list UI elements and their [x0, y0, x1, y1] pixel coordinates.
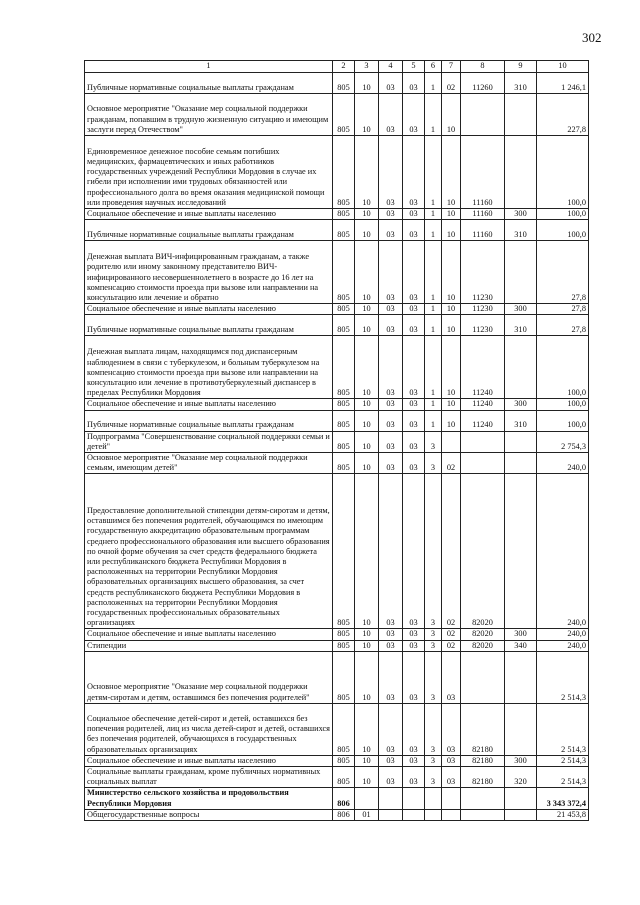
subsection-code: 03: [379, 474, 403, 629]
activity-code: 10: [442, 94, 461, 136]
subprogram-code: 1: [425, 304, 442, 315]
direction-code: 82180: [461, 755, 505, 766]
amount: 27,8: [537, 304, 589, 315]
row-name: Социальное обеспечение и иные выплаты населению: [85, 304, 333, 315]
program-code: 03: [403, 315, 425, 336]
direction-code: 11160: [461, 220, 505, 241]
row-name: Публичные нормативные социальные выплаты гражданам: [85, 410, 333, 431]
activity-code: [442, 788, 461, 809]
amount: 100,0: [537, 399, 589, 410]
section-code: 10: [355, 209, 379, 220]
amount: 240,0: [537, 474, 589, 629]
expense-type-code: 310: [505, 220, 537, 241]
ministry-code: 805: [333, 315, 355, 336]
subsection-code: 03: [379, 767, 403, 788]
header-row: [85, 61, 589, 73]
row-name: Публичные нормативные социальные выплаты гражданам: [85, 315, 333, 336]
expense-type-code: 310: [505, 315, 537, 336]
ministry-code: 805: [333, 220, 355, 241]
subprogram-code: 3: [425, 629, 442, 640]
activity-code: [442, 809, 461, 820]
direction-code: 11240: [461, 410, 505, 431]
subsection-code: 03: [379, 651, 403, 703]
row-name: Единовременное денежное пособие семьям погибших медицинских, фармацевтических и иных работников государственных учреждений Республики Мордовия в случае их гибели при исполнении ими трудовых обязанностей или профессионального долга во время оказания медицинской помощи или проведения научных исследований: [85, 136, 333, 209]
column-header: 7: [442, 61, 461, 73]
row-name: Социальное обеспечение детей-сирот и детей, оставшихся без попечения родителей, лиц из числа детей-сирот и детей, оставшихся без попечения родителей, обучающихся в государственных образовательных организациях: [85, 703, 333, 755]
amount: 240,0: [537, 629, 589, 640]
subprogram-code: 3: [425, 640, 442, 651]
activity-code: 10: [442, 136, 461, 209]
column-header: 10: [537, 61, 589, 73]
direction-code: 11230: [461, 315, 505, 336]
amount: 1 246,1: [537, 73, 589, 94]
direction-code: 82180: [461, 703, 505, 755]
column-header: 2: [333, 61, 355, 73]
activity-code: 03: [442, 755, 461, 766]
subprogram-code: 3: [425, 474, 442, 629]
section-code: 10: [355, 767, 379, 788]
amount: 2 754,3: [537, 431, 589, 452]
amount: 227,8: [537, 94, 589, 136]
activity-code: 10: [442, 336, 461, 399]
activity-code: 10: [442, 399, 461, 410]
section-code: 10: [355, 651, 379, 703]
direction-code: 11240: [461, 336, 505, 399]
subsection-code: 03: [379, 136, 403, 209]
table-row: [85, 304, 589, 315]
expense-type-code: [505, 651, 537, 703]
expense-type-code: [505, 788, 537, 809]
amount: 2 514,3: [537, 755, 589, 766]
direction-code: [461, 94, 505, 136]
amount: 100,0: [537, 209, 589, 220]
subprogram-code: 3: [425, 767, 442, 788]
row-name: Социальное обеспечение и иные выплаты населению: [85, 399, 333, 410]
direction-code: 82020: [461, 474, 505, 629]
subprogram-code: 1: [425, 336, 442, 399]
section-code: 10: [355, 336, 379, 399]
ministry-code: 805: [333, 94, 355, 136]
section-code: 10: [355, 474, 379, 629]
table-row: [85, 410, 589, 431]
table-row: [85, 629, 589, 640]
expense-type-code: 300: [505, 399, 537, 410]
amount: 3 343 372,4: [537, 788, 589, 809]
section-code: 10: [355, 629, 379, 640]
program-code: 03: [403, 399, 425, 410]
subsection-code: 03: [379, 94, 403, 136]
row-name: Публичные нормативные социальные выплаты гражданам: [85, 220, 333, 241]
program-code: 03: [403, 703, 425, 755]
amount: 100,0: [537, 136, 589, 209]
activity-code: 03: [442, 703, 461, 755]
subsection-code: 03: [379, 410, 403, 431]
section-code: 10: [355, 136, 379, 209]
ministry-code: 805: [333, 73, 355, 94]
ministry-code: 805: [333, 474, 355, 629]
expense-type-code: 300: [505, 755, 537, 766]
subprogram-code: 1: [425, 410, 442, 431]
program-code: 03: [403, 209, 425, 220]
subprogram-code: 3: [425, 755, 442, 766]
section-code: 10: [355, 304, 379, 315]
subsection-code: 03: [379, 220, 403, 241]
direction-code: 82020: [461, 629, 505, 640]
row-name: Социальные выплаты гражданам, кроме публичных нормативных социальных выплат: [85, 767, 333, 788]
subsection-code: [379, 809, 403, 820]
subsection-code: 03: [379, 629, 403, 640]
table-row: [85, 336, 589, 399]
table-row: [85, 651, 589, 703]
subsection-code: 03: [379, 336, 403, 399]
column-header: 5: [403, 61, 425, 73]
program-code: [403, 809, 425, 820]
direction-code: 11240: [461, 399, 505, 410]
section-code: 10: [355, 220, 379, 241]
table-row: [85, 767, 589, 788]
activity-code: [442, 431, 461, 452]
program-code: 03: [403, 136, 425, 209]
subsection-code: 03: [379, 755, 403, 766]
activity-code: 02: [442, 474, 461, 629]
row-name: Социальное обеспечение и иные выплаты населению: [85, 755, 333, 766]
row-name: Предоставление дополнительной стипендии детям-сиротам и детям, оставшимся без попечения родителей, обучающимся по имеющим государственную аккредитацию образовательным программам среднего профессионального образования или высшего образования по очной форме обучения за счет средств федерального бюджета или республиканского бюджета Республики Мордовия в расположенных на территории Республики Мордовия образовательных организациях высшего образования, за счет средств республиканского бюджета Республики Мордовия в расположенных на территории Республики Мордовия государственных профессиональных образовательных организациях: [85, 474, 333, 629]
activity-code: 02: [442, 629, 461, 640]
column-header: 3: [355, 61, 379, 73]
subsection-code: 03: [379, 315, 403, 336]
section-code: 10: [355, 94, 379, 136]
subprogram-code: 3: [425, 431, 442, 452]
ministry-code: 805: [333, 209, 355, 220]
column-header: 6: [425, 61, 442, 73]
expense-type-code: 300: [505, 209, 537, 220]
direction-code: [461, 788, 505, 809]
row-name: Основное мероприятие "Оказание мер социальной поддержки семьям, имеющим детей": [85, 453, 333, 474]
row-name: Денежная выплата ВИЧ-инфицированным гражданам, а также родителю или иному законному представителю ВИЧ-инфицированного несовершеннолетнего в возрасте до 16 лет на компенсацию стоимости проезда при вызове или направлении на консультацию или лечение и обратно: [85, 241, 333, 304]
subsection-code: 03: [379, 209, 403, 220]
ministry-code: 806: [333, 788, 355, 809]
ministry-code: 805: [333, 755, 355, 766]
subprogram-code: 3: [425, 703, 442, 755]
ministry-code: 805: [333, 399, 355, 410]
program-code: 03: [403, 73, 425, 94]
program-code: 03: [403, 767, 425, 788]
amount: 21 453,8: [537, 809, 589, 820]
program-code: 03: [403, 651, 425, 703]
expense-type-code: 310: [505, 73, 537, 94]
column-header: 9: [505, 61, 537, 73]
activity-code: 10: [442, 209, 461, 220]
amount: 2 514,3: [537, 767, 589, 788]
row-name: Основное мероприятие "Оказание мер социальной поддержки детям-сиротам и детям, оставшимся без попечения родителей": [85, 651, 333, 703]
subsection-code: 03: [379, 241, 403, 304]
section-code: 10: [355, 241, 379, 304]
row-name: Социальное обеспечение и иные выплаты населению: [85, 209, 333, 220]
direction-code: [461, 809, 505, 820]
direction-code: 82020: [461, 640, 505, 651]
subsection-code: 03: [379, 640, 403, 651]
program-code: 03: [403, 755, 425, 766]
expense-type-code: [505, 703, 537, 755]
subprogram-code: 3: [425, 453, 442, 474]
row-name: Публичные нормативные социальные выплаты гражданам: [85, 73, 333, 94]
table-row: [85, 703, 589, 755]
ministry-code: 805: [333, 640, 355, 651]
column-header: 1: [85, 61, 333, 73]
section-code: 10: [355, 431, 379, 452]
section-code: 10: [355, 315, 379, 336]
subprogram-code: [425, 809, 442, 820]
amount: 27,8: [537, 241, 589, 304]
column-header: 4: [379, 61, 403, 73]
amount: 100,0: [537, 220, 589, 241]
section-code: 10: [355, 453, 379, 474]
activity-code: 02: [442, 453, 461, 474]
amount: 240,0: [537, 640, 589, 651]
table-row: [85, 136, 589, 209]
direction-code: [461, 651, 505, 703]
row-name: Министерство сельского хозяйства и продовольствия Республики Мордовия: [85, 788, 333, 809]
activity-code: 02: [442, 640, 461, 651]
section-code: 10: [355, 640, 379, 651]
ministry-code: 805: [333, 304, 355, 315]
ministry-code: 805: [333, 410, 355, 431]
expense-type-code: [505, 474, 537, 629]
ministry-code: 805: [333, 767, 355, 788]
program-code: 03: [403, 431, 425, 452]
amount: 100,0: [537, 410, 589, 431]
expense-type-code: 310: [505, 410, 537, 431]
ministry-code: 805: [333, 453, 355, 474]
activity-code: 10: [442, 304, 461, 315]
program-code: 03: [403, 220, 425, 241]
activity-code: 10: [442, 241, 461, 304]
subprogram-code: 3: [425, 651, 442, 703]
expense-type-code: [505, 136, 537, 209]
activity-code: 10: [442, 410, 461, 431]
activity-code: 10: [442, 220, 461, 241]
activity-code: 03: [442, 651, 461, 703]
subprogram-code: 1: [425, 241, 442, 304]
ministry-code: 805: [333, 703, 355, 755]
direction-code: 82180: [461, 767, 505, 788]
program-code: 03: [403, 453, 425, 474]
subsection-code: 03: [379, 73, 403, 94]
table-row: [85, 453, 589, 474]
direction-code: 11160: [461, 209, 505, 220]
subprogram-code: 1: [425, 73, 442, 94]
budget-table: [84, 60, 589, 821]
table-row: [85, 788, 589, 809]
subsection-code: 03: [379, 453, 403, 474]
row-name: Социальное обеспечение и иные выплаты населению: [85, 629, 333, 640]
amount: 100,0: [537, 336, 589, 399]
subprogram-code: 1: [425, 136, 442, 209]
amount: 2 514,3: [537, 703, 589, 755]
table-row: [85, 640, 589, 651]
program-code: 03: [403, 94, 425, 136]
table-row: [85, 94, 589, 136]
direction-code: 11260: [461, 73, 505, 94]
expense-type-code: [505, 809, 537, 820]
table-row: [85, 209, 589, 220]
subprogram-code: 1: [425, 315, 442, 336]
ministry-code: 805: [333, 136, 355, 209]
program-code: 03: [403, 640, 425, 651]
section-code: 10: [355, 73, 379, 94]
table-row: [85, 399, 589, 410]
subprogram-code: 1: [425, 399, 442, 410]
section-code: 10: [355, 755, 379, 766]
row-name: Стипендии: [85, 640, 333, 651]
direction-code: 11230: [461, 304, 505, 315]
amount: 2 514,3: [537, 651, 589, 703]
row-name: Общегосударственные вопросы: [85, 809, 333, 820]
subprogram-code: 1: [425, 209, 442, 220]
subsection-code: 03: [379, 431, 403, 452]
table-row: [85, 431, 589, 452]
row-name: Денежная выплата лицам, находящимся под диспансерным наблюдением в связи с туберкулезом, и больным туберкулезом на компенсацию стоимости проезда при вызове или направлении на консультацию или лечение в противотуберкулезный диспансер в пределах Республики Мордовия: [85, 336, 333, 399]
ministry-code: 805: [333, 431, 355, 452]
direction-code: 11160: [461, 136, 505, 209]
expense-type-code: [505, 336, 537, 399]
section-code: 10: [355, 399, 379, 410]
row-name: Подпрограмма "Совершенствование социальной поддержки семьи и детей": [85, 431, 333, 452]
ministry-code: 805: [333, 629, 355, 640]
ministry-code: 805: [333, 336, 355, 399]
expense-type-code: 340: [505, 640, 537, 651]
expense-type-code: [505, 241, 537, 304]
amount: 27,8: [537, 315, 589, 336]
table-row: [85, 315, 589, 336]
direction-code: 11230: [461, 241, 505, 304]
table-row: [85, 241, 589, 304]
expense-type-code: 320: [505, 767, 537, 788]
section-code: 10: [355, 703, 379, 755]
expense-type-code: [505, 94, 537, 136]
subprogram-code: 1: [425, 220, 442, 241]
subprogram-code: [425, 788, 442, 809]
page-number: 302: [582, 30, 602, 45]
subprogram-code: 1: [425, 94, 442, 136]
expense-type-code: [505, 453, 537, 474]
expense-type-code: 300: [505, 629, 537, 640]
amount: 240,0: [537, 453, 589, 474]
subsection-code: 03: [379, 304, 403, 315]
activity-code: 03: [442, 767, 461, 788]
program-code: 03: [403, 304, 425, 315]
program-code: 03: [403, 336, 425, 399]
section-code: [355, 788, 379, 809]
ministry-code: 805: [333, 651, 355, 703]
section-code: 10: [355, 410, 379, 431]
table-row: [85, 755, 589, 766]
activity-code: 10: [442, 315, 461, 336]
table-row: [85, 73, 589, 94]
table-row: [85, 220, 589, 241]
activity-code: 02: [442, 73, 461, 94]
table-row: [85, 474, 589, 629]
ministry-code: 806: [333, 809, 355, 820]
table-row: [85, 809, 589, 820]
subsection-code: [379, 788, 403, 809]
direction-code: [461, 431, 505, 452]
subsection-code: 03: [379, 399, 403, 410]
expense-type-code: [505, 431, 537, 452]
program-code: 03: [403, 629, 425, 640]
program-code: [403, 788, 425, 809]
column-header: 8: [461, 61, 505, 73]
ministry-code: 805: [333, 241, 355, 304]
expense-type-code: 300: [505, 304, 537, 315]
row-name: Основное мероприятие "Оказание мер социальной поддержки гражданам, попавшим в трудную жизненную ситуацию и имеющим заслуги перед Отечеством": [85, 94, 333, 136]
section-code: 01: [355, 809, 379, 820]
program-code: 03: [403, 241, 425, 304]
subsection-code: 03: [379, 703, 403, 755]
direction-code: [461, 453, 505, 474]
program-code: 03: [403, 474, 425, 629]
program-code: 03: [403, 410, 425, 431]
